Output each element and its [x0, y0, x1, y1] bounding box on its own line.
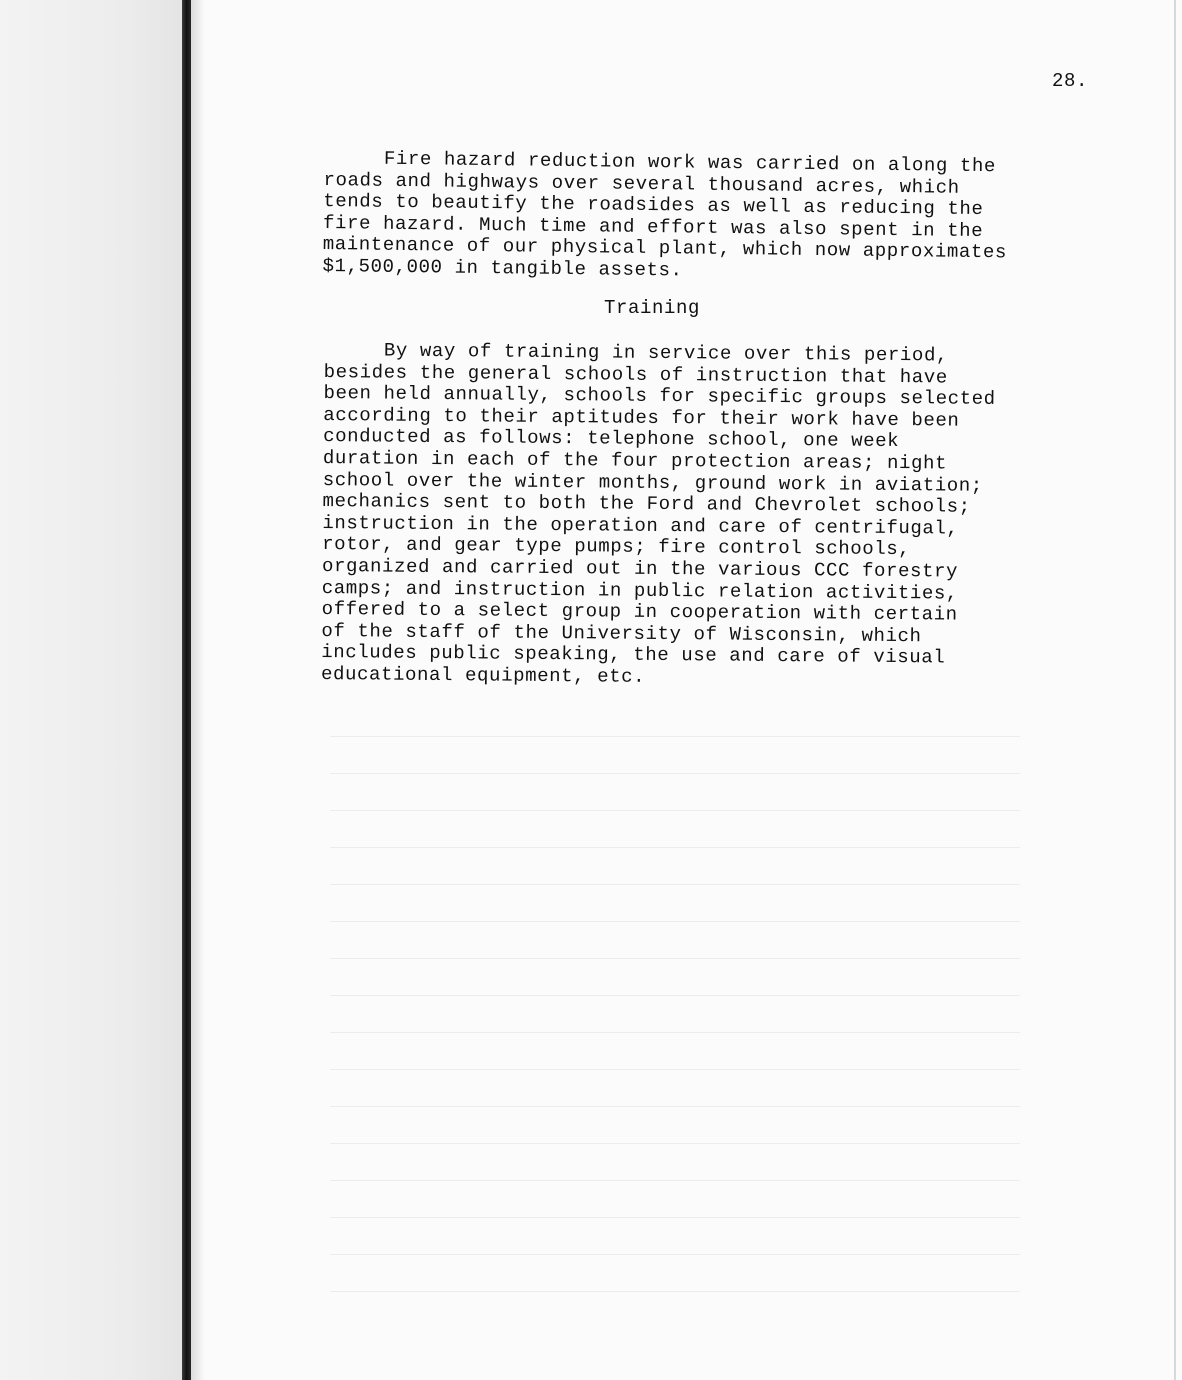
scan-left-margin: [0, 0, 182, 1380]
section-heading-training: Training: [604, 297, 701, 319]
paragraph-training: By way of training in service over this period, besides the general schools of instruction that have been held annually, schools for specific groups selected according to their aptitudes for their work have been conducted as follows: telephone school, one week duration in each of the four protection areas; night school over the winter months, ground work in aviation; mechanics sent to both the Ford and Chevrolet schools; instruction in the operation and care of centrifugal, rotor, and gear type pumps; fire control schools, organized and carried out in the various CCC forestry camps; and instruction in public relation activities, offered to a select group in cooperation with certain of the staff of the University of Wisconsin, which includes public speaking, the use and care of visual educational equipment, etc.: [320, 339, 996, 688]
binding-spine: [182, 0, 191, 1380]
page-right-edge: [1174, 0, 1176, 1380]
paragraph-fire-hazard-reduction: Fire hazard reduction work was carried on along the roads and highways over several thousand acres, which tends to beautify the roadsides as well as reducing the fire hazard. Much time and effort was also spent in the maintenance of our physical plant, which now approximates $1,500,000 in tangible assets.: [322, 147, 1008, 282]
page-number: 28.: [1052, 70, 1089, 92]
spine-shadow: [191, 0, 205, 1380]
show-through-table-ghost: [330, 700, 1020, 1300]
